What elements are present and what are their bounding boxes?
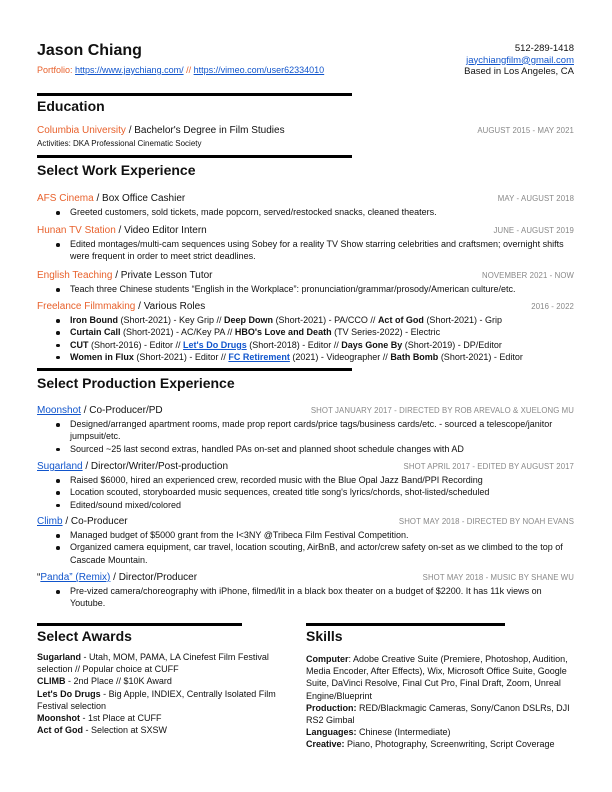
entry-title <box>37 269 574 283</box>
list-item <box>70 486 574 498</box>
date-range: SHOT JANUARY 2017 - DIRECTED BY ROB AREVALO & XUELONG MU <box>310 406 574 415</box>
entry <box>37 124 574 150</box>
awards-item <box>37 675 287 687</box>
credit-link[interactable]: FC Retirement <box>228 351 290 362</box>
bullet-list <box>37 418 574 455</box>
entry <box>37 571 574 610</box>
entry-title <box>37 224 574 238</box>
portfolio-line <box>37 65 324 75</box>
date-range: SHOT MAY 2018 - DIRECTED BY NOAH EVANS <box>398 517 574 526</box>
text: Raised $6000, hired an experienced crew, recorded music with the Blue Opal Jazz Band/PPI Recording <box>70 475 483 485</box>
credit-title: Iron Bound <box>70 315 118 325</box>
text: (Short-2019) - DP/Editor <box>402 339 502 350</box>
list-item <box>70 418 574 443</box>
awards-key: CLIMB <box>37 676 66 687</box>
project-link[interactable]: Moonshot <box>37 405 81 416</box>
skills-item <box>306 726 576 738</box>
skills-key: Creative: <box>306 739 345 750</box>
awards-heading: Select Awards <box>37 628 132 644</box>
entry-title <box>37 404 574 418</box>
credit-title: Days Gone By <box>341 339 403 350</box>
date-range: 2016 - 2022 <box>531 302 574 311</box>
skills-list <box>306 653 576 751</box>
awards-key: Moonshot <box>37 713 80 724</box>
awards-key: Act of God <box>37 725 83 736</box>
skills-value: RED/Blackmagic Cameras, Sony/Canon DSLRs, DJI RS2 Gimbal <box>306 702 570 726</box>
work-heading: Select Work Experience <box>37 162 196 178</box>
bullet-list <box>37 585 574 610</box>
education-heading: Education <box>37 98 105 114</box>
organization-name: English Teaching <box>37 270 113 281</box>
bullet-list <box>37 206 574 218</box>
credit-title: Bath Bomb <box>390 351 439 362</box>
entry <box>37 192 574 218</box>
role: / Co-Producer <box>62 516 128 527</box>
section-divider <box>37 93 352 96</box>
list-item <box>70 585 574 610</box>
bullet-list <box>37 238 574 263</box>
project-link[interactable]: Panda” (Remix) <box>40 572 111 583</box>
text: (Short-2021) - Key Grip // <box>118 315 225 325</box>
list-item <box>70 283 574 295</box>
phone: 512-289-1418 <box>514 43 574 54</box>
text: Pre-vized camera/choreography with iPhone, filmed/lit in a black box theater on a budget of $2200. It has 11k views on Youtube. <box>70 586 542 609</box>
skills-value: : Adobe Creative Suite (Premiere, Photoshop, Audition, Media Encoder, After Effects), Wix, Microsoft Office Suite, Google Suite, DaVinci Resolve, Final Cut Pro, Final Draft, Zoom, Unreal Engine/Blueprint <box>306 654 568 701</box>
entry <box>37 269 574 295</box>
list-item <box>70 238 574 263</box>
list-item <box>70 326 574 338</box>
awards-list <box>37 651 287 736</box>
role: / Private Lesson Tutor <box>112 270 213 281</box>
text: Teach three Chinese students “English in the Workplace”: pronunciation/grammar/prosody/American culture/etc. <box>70 284 516 294</box>
text: (Short-2021) - PA/CCO // <box>273 315 378 325</box>
skills-value: Chinese (Intermediate) <box>356 727 451 738</box>
text: Greeted customers, sold tickets, made popcorn, served/restocked snacks, cleaned theaters. <box>70 207 437 217</box>
role: / Various Roles <box>135 301 206 312</box>
awards-value: - Big Apple, INDIEX, Centrally Isolated Film Festival selection <box>37 688 276 711</box>
text: Managed budget of $5000 grant from the I<3NY @Tribeca Film Festival Competition. <box>70 530 409 540</box>
date-range: SHOT APRIL 2017 - EDITED BY AUGUST 2017 <box>403 462 574 471</box>
section-divider <box>306 623 505 626</box>
link-separator: // <box>183 65 194 75</box>
bullet-list <box>37 529 574 566</box>
text: (Short-2021) - AC/Key PA // <box>120 327 235 338</box>
credit-title: HBO's Love and Death <box>234 327 332 338</box>
text: Organized camera equipment, car travel, location scouting, AirBnB, and actor/crew safety on-set as we climbed to the top of Cascade Mountain. <box>70 542 563 565</box>
credit-link[interactable]: Let's Do Drugs <box>183 339 247 350</box>
entry <box>37 460 574 511</box>
list-item <box>70 206 574 218</box>
list-item <box>70 499 574 511</box>
production-heading: Select Production Experience <box>37 375 235 391</box>
skills-item <box>306 738 576 750</box>
awards-value: - Utah, MOM, PAMA, LA Cinefest Film Festival selection // Popular choice at CUFF <box>37 652 269 675</box>
entry-title <box>37 460 574 474</box>
text: Sourced ~25 last second extras, handled PAs on-set and planned shoot schedule changes with AD <box>70 443 464 454</box>
list-item <box>70 529 574 541</box>
entry <box>37 300 574 363</box>
contact-info <box>464 43 574 78</box>
text: Designed/arranged apartment rooms, made prop report cards/price tags/business cards/etc. - sourced a telescope/janitor jumpsuit/etc. <box>70 419 553 442</box>
entry-title <box>37 571 574 585</box>
credit-title: Women in Flux <box>70 351 134 362</box>
entry <box>37 515 574 566</box>
entry <box>37 404 574 455</box>
credit-title: Deep Down <box>224 315 274 325</box>
section-divider <box>37 368 352 371</box>
awards-key: Let's Do Drugs <box>37 688 101 699</box>
awards-value: - Selection at SXSW <box>83 725 168 736</box>
role: / Box Office Cashier <box>93 193 186 204</box>
organization-name: Columbia University <box>37 125 126 136</box>
website-link[interactable]: https://www.jaychiang.com/ <box>75 65 184 75</box>
text: (2021) - Videographer // <box>289 351 391 362</box>
text: (Short-2021) - Editor // <box>133 351 229 362</box>
bullet-list <box>37 283 574 295</box>
email-link[interactable]: jaychiangfilm@gmail.com <box>466 54 574 66</box>
awards-item <box>37 724 287 736</box>
date-range: JUNE - AUGUST 2019 <box>493 226 574 235</box>
candidate-name: Jason Chiang <box>37 42 142 59</box>
skills-key: Languages: <box>306 727 357 738</box>
entry-title <box>37 515 574 529</box>
activities: Activities: DKA Professional Cinematic Society <box>37 139 202 148</box>
organization-name: AFS Cinema <box>37 193 94 204</box>
awards-item <box>37 712 287 724</box>
date-range: NOVEMBER 2021 - NOW <box>481 271 574 280</box>
date-range: SHOT MAY 2018 - MUSIC BY SHANE WU <box>422 573 574 582</box>
vimeo-link[interactable]: https://vimeo.com/user62334010 <box>193 65 325 75</box>
skills-item <box>306 702 576 726</box>
entry-title <box>37 300 574 314</box>
awards-key: Sugarland <box>37 652 82 662</box>
text: Edited/sound mixed/colored <box>70 499 182 510</box>
list-item <box>70 314 574 326</box>
skills-value: Piano, Photography, Screenwriting, Script Coverage <box>344 739 555 750</box>
text: Edited montages/multi-cam sequences using Sobey for a reality TV Show starring celebrities and craftsmen; overnight shifts were frequent in order to meet strict deadlines. <box>70 239 564 262</box>
list-item <box>70 339 574 351</box>
credit-title: Curtain Call <box>70 327 121 338</box>
entry <box>37 224 574 263</box>
list-item <box>70 443 574 455</box>
section-divider <box>37 623 242 626</box>
list-item <box>70 474 574 486</box>
entry-title <box>37 124 574 138</box>
awards-value: - 2nd Place // $10K Award <box>65 676 172 687</box>
skills-key: Production: <box>306 702 357 713</box>
credit-title: Act of God <box>377 315 424 325</box>
text: (Short-2021) - Grip <box>423 315 502 325</box>
text: (Short-2016) - Editor // <box>88 339 184 350</box>
text: (Short-2021) - Editor <box>438 351 523 362</box>
skills-item <box>306 653 576 702</box>
skills-key: Computer <box>306 654 349 664</box>
role: / Co-Producer/PD <box>80 405 163 416</box>
text: Location scouted, storyboarded music sequences, created title song's lyrics/chords, shot-listed/scheduled <box>70 487 490 498</box>
quote-mark: “ <box>37 572 41 583</box>
date-range: AUGUST 2015 - MAY 2021 <box>477 126 574 135</box>
date-range: MAY - AUGUST 2018 <box>497 194 574 203</box>
section-divider <box>37 155 352 158</box>
text: (TV Series-2022) - Electric <box>331 327 441 338</box>
role: / Bachelor's Degree in Film Studies <box>125 125 285 136</box>
role: / Director/Producer <box>110 572 198 583</box>
portfolio-label: Portfolio: <box>37 65 76 75</box>
project-link[interactable]: Climb <box>37 516 63 527</box>
location: Based in Los Angeles, CA <box>464 66 574 77</box>
organization-name: Freelance Filmmaking <box>37 301 136 312</box>
list-item <box>70 351 574 363</box>
text: (Short-2018) - Editor // <box>246 339 342 350</box>
credit-title: CUT <box>70 339 89 350</box>
awards-value: - 1st Place at CUFF <box>80 713 162 724</box>
list-item <box>70 541 574 566</box>
skills-heading: Skills <box>306 628 343 644</box>
role: / Video Editor Intern <box>115 225 207 236</box>
role: / Director/Writer/Post-production <box>82 461 229 472</box>
entry-title <box>37 192 574 206</box>
bullet-list <box>37 474 574 511</box>
bullet-list <box>37 314 574 363</box>
awards-item <box>37 688 287 712</box>
project-link[interactable]: Sugarland <box>37 461 83 472</box>
organization-name: Hunan TV Station <box>37 225 116 236</box>
awards-item <box>37 651 287 675</box>
